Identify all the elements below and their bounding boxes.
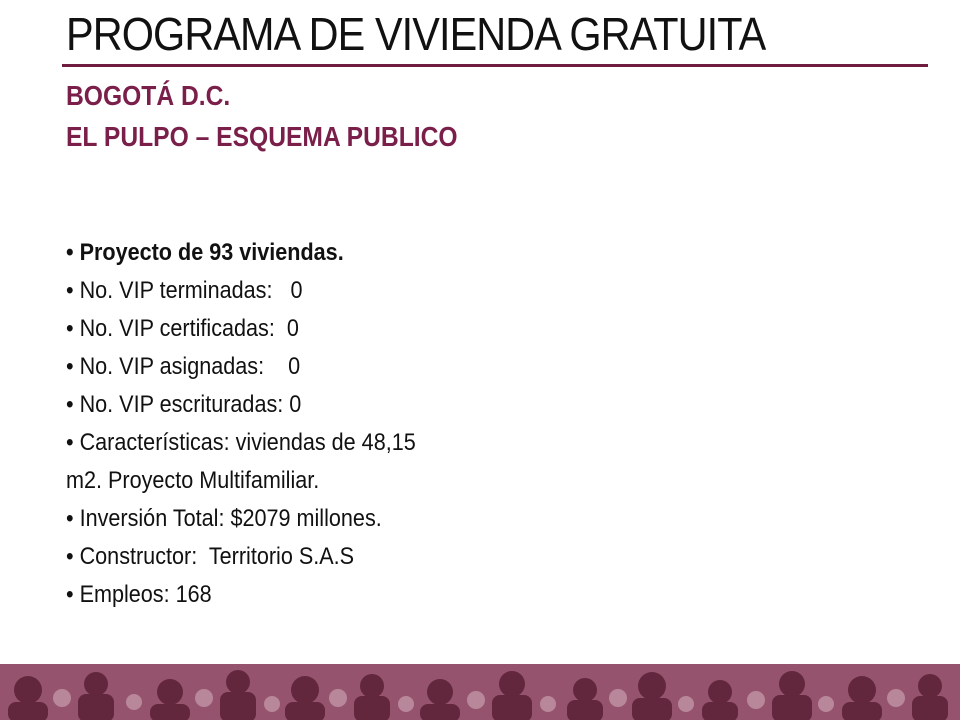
list-item-investment: • Inversión Total: $2079 millones. [66, 505, 382, 532]
title-divider [62, 64, 928, 67]
project-details-list [66, 234, 498, 614]
crowd-photo-banner [0, 664, 960, 720]
location-subtitle: BOGOTÁ D.C. [66, 80, 231, 111]
list-item-vip-deeded: • No. VIP escrituradas: 0 [66, 391, 302, 418]
list-item-features-continued: m2. Proyecto Multifamiliar. [66, 467, 320, 494]
list-item-vip-assigned: • No. VIP asignadas: 0 [66, 353, 301, 380]
list-item-project-size: • Proyecto de 93 viviendas. [66, 239, 344, 266]
list-item-vip-certified: • No. VIP certificadas: 0 [66, 315, 299, 342]
list-item-jobs: • Empleos: 168 [66, 581, 212, 608]
list-item-vip-finished: • No. VIP terminadas: 0 [66, 277, 303, 304]
list-item-features: • Características: viviendas de 48,15 [66, 429, 416, 456]
list-item-builder: • Constructor: Territorio S.A.S [66, 543, 355, 570]
project-subtitle: EL PULPO – ESQUEMA PUBLICO [66, 121, 458, 152]
page-title: PROGRAMA DE VIVIENDA GRATUITA [66, 8, 766, 60]
